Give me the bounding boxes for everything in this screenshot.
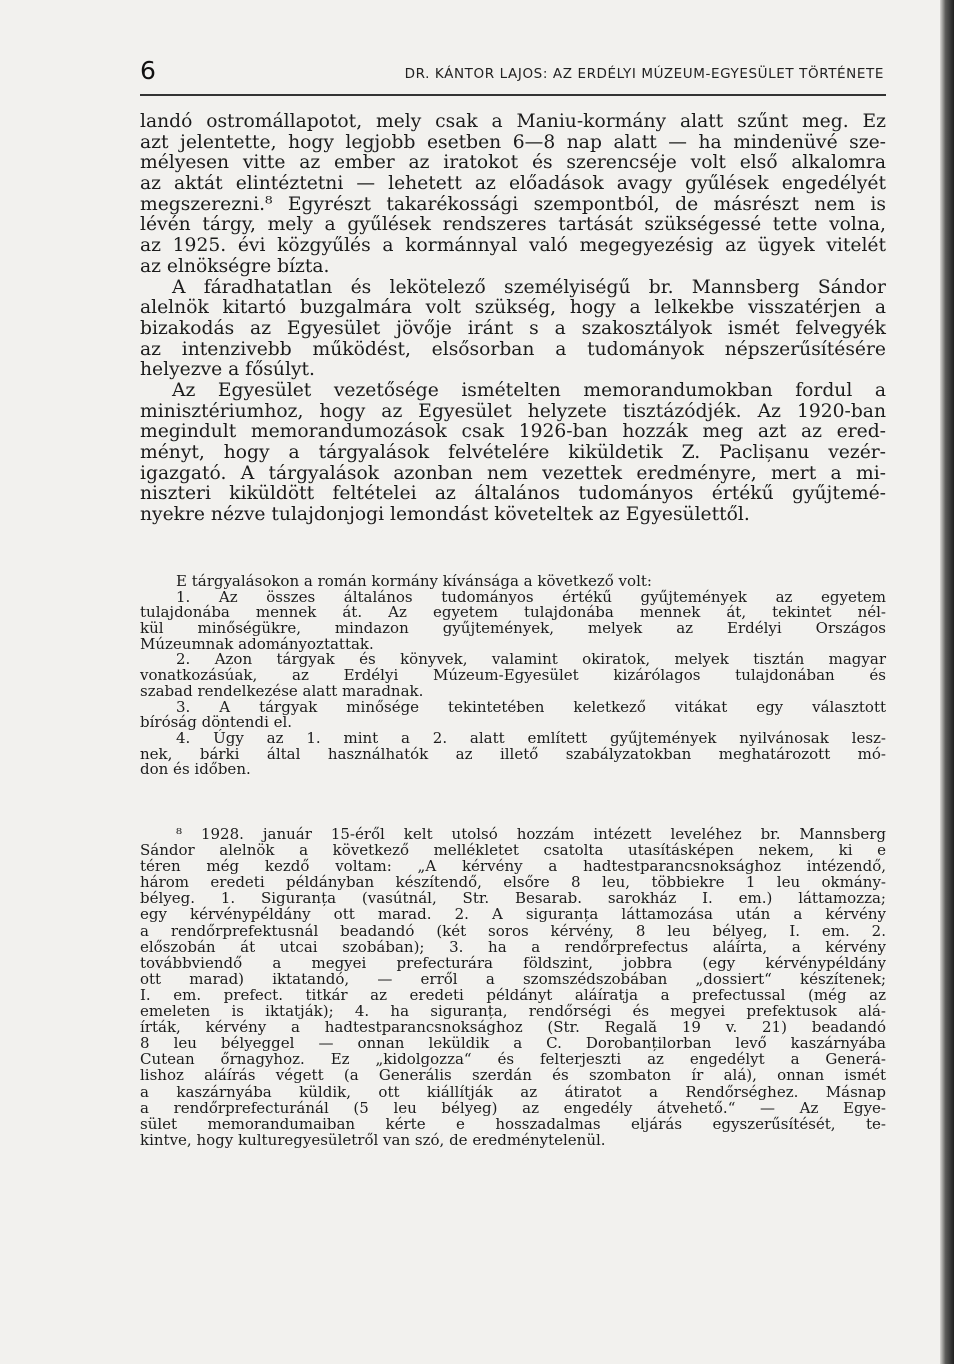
list-line: tulajdonába mennek át. Az egyetem tulajdonába mennek át, tekintet nél- [140, 603, 886, 622]
body-line: niszteri kiküldött feltételei az általános tudományos értékű gyűjtemé- [140, 483, 886, 505]
body-line: az intenzivebb működést, elsősorban a tudományok népszerűsítésére [140, 338, 886, 360]
footnote-line: ott marad) iktatandó, — erről a szomszédszobában „dossiert“ készítenek; [140, 969, 886, 988]
body-line: az aktát elintéztetni — lehetett az előadások avagy gyűlések engedélyét [140, 173, 886, 195]
body-line: igazgató. A tárgyalások azonban nem vezettek eredményre, mert a mi- [140, 462, 886, 484]
list-line: 4. Úgy az 1. mint a 2. alatt említett gyűjtemények nyilvánosak lesz- [176, 728, 886, 747]
footnote-line: Sándor alelnök a következő mellékletet csatolta utasításképen nekem, ki e [140, 841, 886, 860]
footnote-line: egy kérvénypéldány ott marad. 2. A siguranța láttamozása után a kérvény [140, 905, 886, 924]
body-line: Az Egyesület vezetősége ismételten memorandumokban fordul a [172, 379, 886, 401]
body-line: landó ostromállapotot, mely csak a Maniu-kormány alatt szűnt meg. Ez [140, 111, 886, 132]
body-line: helyezve a fősúlyt. [140, 359, 315, 381]
footnote-line: emeleten is iktatják); 4. ha siguranța, rendőrségi és megyei prefektusok alá- [140, 1002, 886, 1021]
footnote-line: 8 leu bélyeggel — onnan leküldik a C. Dorobanțilorban levő kaszárnyába [140, 1034, 886, 1053]
page-number: 6 [140, 56, 156, 85]
list-line: 1. Az összes általános tudományos értékű gyűjtemények az egyetem [176, 587, 886, 606]
footnote-line: írták, kérvény a hadtestparancsnoksághoz (Str. Regală 19 v. 21) beadandó [140, 1018, 886, 1037]
footnote-line: a kaszárnyába küldik, ott kiállítják az átiratot a Rendőrséghez. Másnap [140, 1082, 886, 1101]
body-text [140, 112, 886, 526]
list-line: E tárgyalásokon a román kormány kívánsága a következő volt: [176, 572, 652, 590]
footnote-line: téren még kezdő voltam: „A kérvény a hadtestparancsnoksághoz intézendő, [140, 857, 886, 876]
body-line: alelnök kitartó buzgalmára volt szükség, hogy a lelkekbe visszatérjen a [140, 297, 886, 319]
footnote-line: a rendőrprefektusnál beadandó (két soros kérvény, 8 leu bélyeg, I. em. 2. [140, 921, 886, 940]
body-line: A fáradhatatlan és lekötelező személyiségű br. Mannsberg Sándor [172, 276, 886, 298]
page-header [140, 56, 884, 88]
body-line: minisztériumhoz, hogy az Egyesület helyzete tisztázódjék. Az 1920-ban [140, 400, 886, 422]
header-rule [140, 94, 886, 96]
body-line: nyekre nézve tulajdonjogi lemondást követeltek az Egyesülettől. [140, 504, 750, 526]
list-line: bíróság döntendi el. [140, 713, 293, 732]
footnote-line: kintve, hogy kulturegyesületről van szó, de eredménytelenül. [140, 1130, 606, 1149]
list-line: Múzeumnak adományoztattak. [140, 634, 374, 653]
list-line: vonatkozásúak, az Erdélyi Múzeum-Egyesület kizárólagos tulajdonában és [140, 666, 886, 685]
list-line: kül minőségükre, mindazon gyűjtemények, melyek az Erdélyi Országos [140, 619, 886, 638]
demands-list [140, 574, 886, 778]
body-line: megindult memorandumozások csak 1926-ban hozzák meg azt az ered- [140, 421, 886, 443]
footnote-line: lishoz aláírás végett (a Generális szerdán és szombaton ír alá), onnan ismét [140, 1066, 886, 1085]
footnote-line: bélyeg. 1. Siguranța (vasútnál, Str. Besarab. sarokház I. em.) láttamozza; [140, 889, 886, 908]
footnote-line: Cutean őrnagyhoz. Ez „kidolgozza“ és felterjeszti az engedélyt a Generá- [140, 1050, 886, 1069]
footnote-line: továbbviendő a megyei prefecturára földszint, jobbra (egy kérvénypéldány [140, 953, 886, 972]
list-line: nek, bárki által használhatók az illető szabályzatokban meghatározott mó- [140, 744, 886, 763]
footnote-line: a rendőrprefecturánál (5 leu bélyeg) az engedély átvehető.“ — Az Egye- [140, 1098, 886, 1117]
body-line: az elnökségre bízta. [140, 255, 330, 277]
binding-shadow [940, 0, 954, 1364]
running-head: DR. KÁNTOR LAJOS: AZ ERDÉLYI MÚZEUM-EGYESÜLET TÖRTÉNETE [404, 66, 884, 82]
body-line: az 1925. évi közgyűlés a kormánnyal való megegyezésig az ügyek vitelét [140, 235, 886, 257]
footnote [140, 826, 886, 1148]
body-line: lévén tárgy, mely a gyűlések rendszeres tartását szükségessé tette volna, [140, 214, 886, 236]
list-line: 3. A tárgyak minősége tekintetében keletkező vitákat egy választott [176, 697, 886, 716]
footnote-line: három eredeti példányban készítendő, elsőre 8 leu, többiekre 1 leu okmány- [140, 873, 886, 892]
body-line: megszerezni.⁸ Egyrészt takarékossági szempontból, de másrészt nem is [140, 193, 886, 215]
list-line: 2. Azon tárgyak és könyvek, valamint okiratok, melyek tisztán magyar [176, 650, 886, 669]
footnote-line: előszobán át utcai szobában); 3. ha a rendőrprefectus aláírta, a kérvény [140, 937, 886, 956]
footnote-line: ⁸ 1928. január 15-éről kelt utolsó hozzám intézett leveléhez br. Mannsberg [176, 825, 886, 843]
list-line: don és időben. [140, 760, 251, 779]
body-line: azt jelentette, hogy legjobb esetben 6—8 nap alatt — ha mindenüvé sze- [140, 131, 886, 153]
list-line: szabad rendelkezése alatt maradnak. [140, 681, 424, 700]
footnote-line: I. em. prefect. titkár az eredeti példányt aláíratja a prefectussal (még az [140, 985, 886, 1004]
body-line: ményt, hogy a tárgyalások felvételére kiküldetik Z. Paclișanu vezér- [140, 442, 886, 463]
body-line: bizakodás az Egyesület jövője iránt s a szakosztályok ismét felvegyék [140, 317, 886, 339]
body-line: mélyesen vitte az ember az iratokot és szerencséje volt első alkalomra [140, 152, 886, 174]
footnote-line: sület memorandumaiban kérte e hosszadalmas eljárás egyszerűsítését, te- [140, 1114, 886, 1133]
